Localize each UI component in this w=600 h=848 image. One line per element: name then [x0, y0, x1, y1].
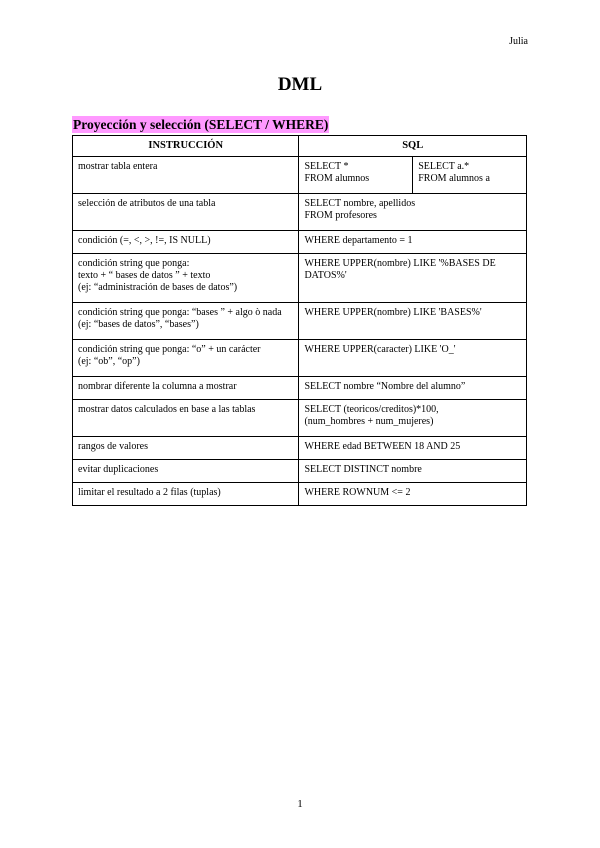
- instruction-text: condición string que ponga: “o” + un carácter: [78, 344, 261, 355]
- sql-cell: [299, 460, 527, 483]
- instruction-cell: [73, 340, 299, 377]
- sql-text: WHERE edad BETWEEN 18 AND 25: [304, 441, 461, 452]
- header-sql: SQL: [299, 136, 527, 157]
- sql-text: FROM alumnos: [304, 173, 370, 184]
- sql-text: SELECT DISTINCT nombre: [304, 464, 422, 475]
- instruction-text: condición string que ponga:: [78, 258, 190, 269]
- instruction-text: mostrar tabla entera: [78, 161, 158, 172]
- sql-text: SELECT (teoricos/creditos)*100,: [304, 404, 439, 415]
- instruction-text: evitar duplicaciones: [78, 464, 159, 475]
- instruction-cell: [73, 400, 299, 437]
- instruction-text: limitar el resultado a 2 filas (tuplas): [78, 487, 221, 498]
- sql-cell: [299, 400, 527, 437]
- table-row: [73, 254, 527, 303]
- sql-text: SELECT *: [304, 161, 349, 172]
- sql-text: WHERE UPPER(caracter) LIKE 'O_': [304, 344, 456, 355]
- sql-text: FROM profesores: [304, 210, 377, 221]
- sql-cell: [299, 231, 527, 254]
- table-row: [73, 303, 527, 340]
- instruction-cell: [73, 377, 299, 400]
- sql-cell: [299, 483, 527, 506]
- instruction-text: condición string que ponga: “bases ” + algo ò nada (ej: “bases de datos”, “bases”): [78, 307, 282, 330]
- table-row: [73, 340, 527, 377]
- sql-text: SELECT nombre “Nombre del alumno”: [304, 381, 466, 392]
- sql-table: [72, 135, 527, 506]
- instruction-cell: [73, 254, 299, 303]
- sql-cell: [299, 437, 527, 460]
- table-row: [73, 460, 527, 483]
- instruction-text: selección de atributos de una tabla: [78, 198, 216, 209]
- table-row: [73, 437, 527, 460]
- table-row: [73, 483, 527, 506]
- sql-text: FROM alumnos a: [418, 173, 490, 184]
- sql-cell: [413, 157, 527, 194]
- instruction-cell: [73, 483, 299, 506]
- page-number: 1: [297, 798, 303, 810]
- table-row: [73, 157, 527, 194]
- sql-text: WHERE UPPER(nombre) LIKE '%BASES DE DATOS%': [304, 258, 496, 281]
- sql-text: SELECT a.*: [418, 161, 470, 172]
- sql-text: (num_hombres + num_mujeres): [304, 416, 434, 427]
- instruction-cell: [73, 460, 299, 483]
- instruction-text: (ej: “administración de bases de datos”): [78, 282, 238, 293]
- header-instruccion: INSTRUCCIÓN: [73, 136, 299, 157]
- sql-text: WHERE departamento = 1: [304, 235, 413, 246]
- sql-text: WHERE UPPER(nombre) LIKE 'BASES%': [304, 307, 482, 318]
- table-row: [73, 377, 527, 400]
- sql-cell: [299, 254, 527, 303]
- instruction-cell: [73, 231, 299, 254]
- instruction-text: (ej: “ob”, “op”): [78, 356, 140, 367]
- table-row: [73, 231, 527, 254]
- sql-text: SELECT nombre, apellidos: [304, 198, 416, 209]
- table-header-row: [73, 136, 527, 157]
- author-name: Julia: [509, 36, 528, 47]
- sql-cell: [299, 340, 527, 377]
- page-title: DML: [277, 74, 323, 95]
- sql-cell: [299, 303, 527, 340]
- instruction-text: nombrar diferente la columna a mostrar: [78, 381, 237, 392]
- sql-text: WHERE ROWNUM <= 2: [304, 487, 411, 498]
- sql-cell: [299, 377, 527, 400]
- sql-cell: [299, 157, 413, 194]
- table-row: [73, 400, 527, 437]
- instruction-cell: [73, 157, 299, 194]
- instruction-cell: [73, 437, 299, 460]
- instruction-text: condición (=, <, >, !=, IS NULL): [78, 235, 211, 246]
- instruction-text: rangos de valores: [78, 441, 148, 452]
- instruction-cell: [73, 194, 299, 231]
- sql-cell: [299, 194, 527, 231]
- instruction-text: texto + “ bases de datos ” + texto: [78, 270, 211, 281]
- table-row: [73, 194, 527, 231]
- instruction-cell: [73, 303, 299, 340]
- section-title: Proyección y selección (SELECT / WHERE): [73, 117, 329, 132]
- instruction-text: mostrar datos calculados en base a las tablas: [78, 404, 256, 415]
